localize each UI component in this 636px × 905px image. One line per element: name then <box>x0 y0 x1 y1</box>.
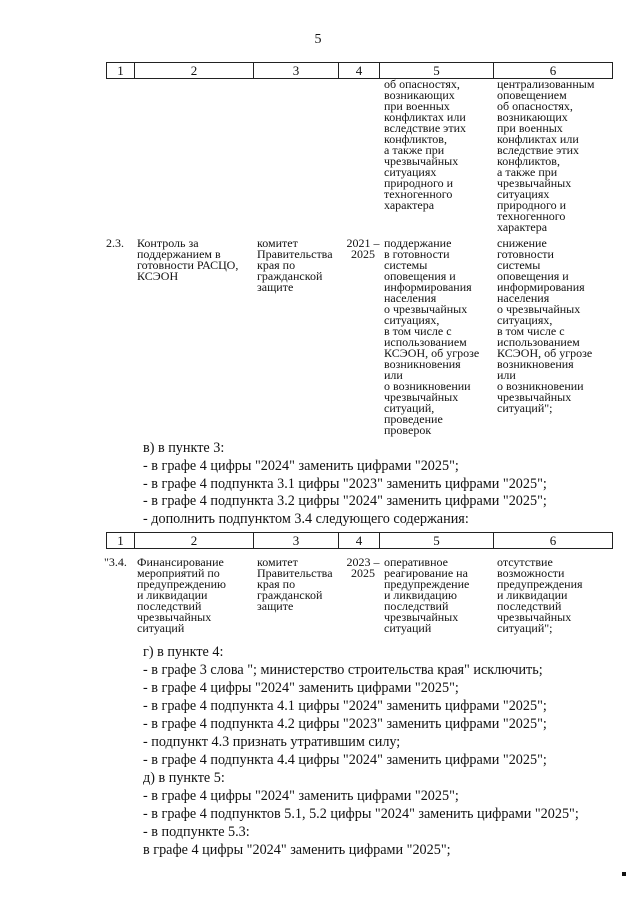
cell-line: Финансирование <box>137 555 224 569</box>
cell-line: предупреждения <box>497 577 583 591</box>
cell-line: вследствие этих <box>384 121 466 135</box>
cell-line: защите <box>257 280 294 294</box>
row23-col4 <box>343 238 383 260</box>
cell-line: и ликвидацию <box>384 588 457 602</box>
cell-line: оповещения и <box>497 269 569 283</box>
cell-line: последствий <box>497 599 562 613</box>
cell-line: в готовности <box>384 247 450 261</box>
cell-line: ситуациях, <box>384 313 440 327</box>
cell-line: Контроль за <box>137 236 199 250</box>
cell-line: конфликтов, <box>497 154 560 168</box>
cell-line: отсутствие <box>497 555 553 569</box>
header-cell: 1 <box>107 63 135 79</box>
cell-line: 2023 – <box>346 555 380 569</box>
cell-line: Правительства <box>257 566 333 580</box>
cell-line: готовности РАСЦО, <box>137 258 239 272</box>
header-cell: 2 <box>135 533 254 549</box>
cell-line: чрезвычайных <box>497 610 572 624</box>
cell-line: гражданской <box>257 269 323 283</box>
cell-line: системы <box>384 258 428 272</box>
cell-line: в том числе с <box>497 324 565 338</box>
header-cell: 4 <box>339 63 380 79</box>
cell-line: мероприятий по <box>137 566 220 580</box>
paragraph-line: - в графе 4 подпункта 3.2 цифры "2024" заменить цифрами "2025"; <box>143 493 547 509</box>
row-number: 2.3. <box>106 236 124 250</box>
cell-line: в том числе с <box>384 324 452 338</box>
cell-line: ситуаций <box>384 621 432 635</box>
cont-col6 <box>497 79 615 233</box>
cell-line: об опасностях, <box>497 99 573 113</box>
cell-line: ситуациях, <box>497 313 553 327</box>
cell-line: ситуаций, <box>384 401 435 415</box>
row23-col6 <box>497 238 615 414</box>
cell-line: последствий <box>384 599 449 613</box>
cell-line: конфликтов, <box>384 132 447 146</box>
cell-line: ситуаций"; <box>497 621 553 635</box>
header-cell: 2 <box>135 63 254 79</box>
header-cell: 5 <box>380 63 494 79</box>
cell-line: оповещения и <box>384 269 456 283</box>
cell-line: предупреждение <box>384 577 470 591</box>
paragraph-line: - в графе 4 подпунктов 5.1, 5.2 цифры "2024" заменить цифрами "2025"; <box>143 806 579 822</box>
cell-line: и ликвидации <box>497 588 568 602</box>
paragraph-line: - в графе 4 подпункта 3.1 цифры "2023" заменить цифрами "2025"; <box>143 476 547 492</box>
cell-line: конфликтах или <box>497 132 579 146</box>
cell-line: и ликвидации <box>137 588 208 602</box>
paragraph-line: д) в пункте 5: <box>143 770 225 786</box>
cont-col5 <box>384 79 496 211</box>
cell-line: о чрезвычайных <box>497 302 581 316</box>
cell-line: ситуациях <box>497 187 550 201</box>
cell-line: поддержанием в <box>137 247 221 261</box>
cell-line: возникновения <box>497 357 574 371</box>
cell-line: при военных <box>497 121 563 135</box>
cell-line: предупреждению <box>137 577 226 591</box>
paragraph-line: - в подпункте 5.3: <box>143 824 250 840</box>
cell-line: системы <box>497 258 541 272</box>
cell-line: ситуациях <box>384 165 437 179</box>
paragraph-line: - в графе 4 цифры "2024" заменить цифрами "2025"; <box>143 458 459 474</box>
page-number: 5 <box>314 32 322 47</box>
cell-line: последствий <box>137 599 202 613</box>
header-cell: 1 <box>107 533 135 549</box>
cell-line: КСЭОН, об угрозе <box>497 346 593 360</box>
header-cell: 3 <box>254 63 339 79</box>
cell-line: снижение <box>497 236 547 250</box>
cell-line: чрезвычайных <box>384 390 459 404</box>
cell-line: или <box>384 368 403 382</box>
cell-line: чрезвычайных <box>497 390 572 404</box>
cell-line: природного и <box>384 176 454 190</box>
row34-col3 <box>257 557 343 612</box>
cell-line: информирования <box>384 280 472 294</box>
cell-line: природного и <box>497 198 567 212</box>
cell-line: чрезвычайных <box>137 610 212 624</box>
cell-line: реагирование на <box>384 566 468 580</box>
cell-line: о возникновении <box>497 379 584 393</box>
cell-line: проведение <box>384 412 443 426</box>
cell-line: чрезвычайных <box>384 154 459 168</box>
cell-line: а также при <box>384 143 445 157</box>
paragraph-line: - в графе 4 цифры "2024" заменить цифрами "2025"; <box>143 680 459 696</box>
cell-line: населения <box>497 291 550 305</box>
cell-line: возникновения <box>384 357 461 371</box>
paragraph-line: - дополнить подпунктом 3.4 следующего содержания: <box>143 511 469 527</box>
cell-line: техногенного <box>384 187 453 201</box>
cell-line: чрезвычайных <box>497 176 572 190</box>
cell-line: ситуаций <box>137 621 185 635</box>
table-header-2 <box>106 532 613 549</box>
cell-line: использованием <box>384 335 467 349</box>
cell-line: вследствие этих <box>497 143 579 157</box>
paragraph-line: г) в пункте 4: <box>143 644 224 660</box>
cell-line: гражданской <box>257 588 323 602</box>
cell-line: характера <box>384 198 435 212</box>
paragraph-line: - в графе 4 цифры "2024" заменить цифрами "2025"; <box>143 788 459 804</box>
paragraph-line: в графе 4 цифры "2024" заменить цифрами "2025"; <box>143 842 451 858</box>
cell-line: чрезвычайных <box>384 610 459 624</box>
cell-line: оперативное <box>384 555 448 569</box>
cell-line: 2021 – <box>346 236 380 250</box>
cell-line: возможности <box>497 566 565 580</box>
row23-col5 <box>384 238 496 436</box>
cell-line: информирования <box>497 280 585 294</box>
cell-line: или <box>497 368 516 382</box>
row34-col5 <box>384 557 496 634</box>
cell-line: использованием <box>497 335 580 349</box>
cell-line: защите <box>257 599 294 613</box>
header-cell: 3 <box>254 533 339 549</box>
cell-line: ситуаций"; <box>497 401 553 415</box>
row23-col3 <box>257 238 343 293</box>
paragraph-line: - подпункт 4.3 признать утратившим силу; <box>143 734 401 750</box>
cell-line: края по <box>257 258 296 272</box>
paragraph-line: - в графе 4 подпункта 4.1 цифры "2024" заменить цифрами "2025"; <box>143 698 547 714</box>
cell-line: комитет <box>257 236 298 250</box>
cell-line: об опасностях, <box>384 77 460 91</box>
row34-col4 <box>343 557 383 579</box>
cell-line: о чрезвычайных <box>384 302 468 316</box>
cell-line: края по <box>257 577 296 591</box>
header-cell: 6 <box>494 63 613 79</box>
header-cell: 5 <box>380 533 494 549</box>
cell-line: возникающих <box>497 110 568 124</box>
cell-line: 2025 <box>351 566 375 580</box>
cell-line: конфликтах или <box>384 110 466 124</box>
cell-line: 2025 <box>351 247 375 261</box>
cell-line: комитет <box>257 555 298 569</box>
scan-mark <box>622 872 626 876</box>
cell-line: возникающих <box>384 88 455 102</box>
paragraph-line: в) в пункте 3: <box>143 440 225 456</box>
cell-line: КСЭОН, об угрозе <box>384 346 480 360</box>
row34-col2 <box>137 557 257 634</box>
cell-line: проверок <box>384 423 432 437</box>
paragraph-line: - в графе 3 слова "; министерство строительства края" исключить; <box>143 662 543 678</box>
paragraph-line: - в графе 4 подпункта 4.4 цифры "2024" заменить цифрами "2025"; <box>143 752 547 768</box>
header-cell: 6 <box>494 533 613 549</box>
row23-col2 <box>137 238 257 282</box>
row-number: "3.4. <box>104 555 127 569</box>
header-cell: 4 <box>339 533 380 549</box>
cell-line: о возникновении <box>384 379 471 393</box>
cell-line: централизованным <box>497 77 595 91</box>
cell-line: оповещением <box>497 88 567 102</box>
paragraph-line: - в графе 4 подпункта 4.2 цифры "2023" заменить цифрами "2025"; <box>143 716 547 732</box>
cell-line: а также при <box>497 165 558 179</box>
row34-col6 <box>497 557 615 634</box>
cell-line: поддержание <box>384 236 452 250</box>
cell-line: техногенного <box>497 209 566 223</box>
cell-line: Правительства <box>257 247 333 261</box>
cell-line: при военных <box>384 99 450 113</box>
cell-line: готовности <box>497 247 554 261</box>
cell-line: КСЭОН <box>137 269 179 283</box>
cell-line: населения <box>384 291 437 305</box>
cell-line: характера <box>497 220 548 234</box>
